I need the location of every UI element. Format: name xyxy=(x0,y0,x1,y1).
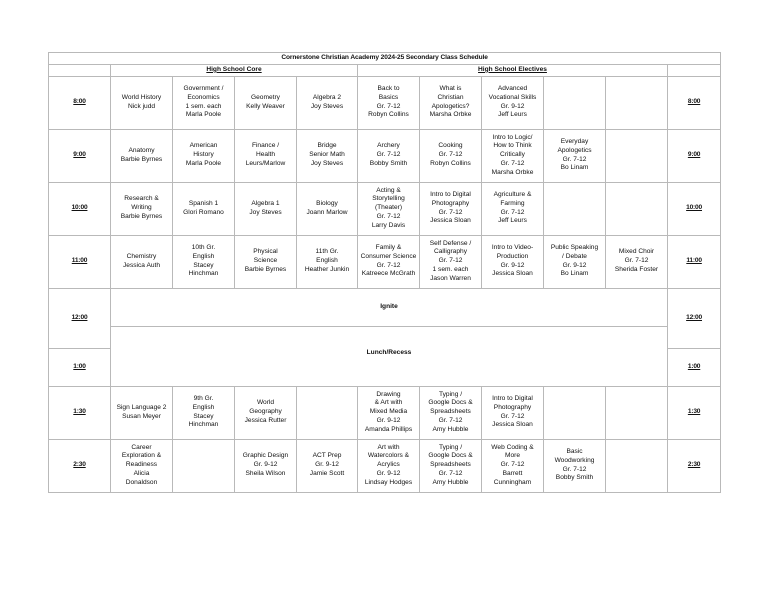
title-row xyxy=(49,53,721,65)
schedule-row xyxy=(49,182,721,235)
class-cell: Typing / Google Docs & Spreadsheets Gr. 7-12 Amy Hubble xyxy=(420,386,482,439)
class-cell: Intro to Video- Production Gr. 9-12 Jessica Sloan xyxy=(482,235,544,288)
class-cell: Basic Woodworking Gr. 7-12 Bobby Smith xyxy=(544,439,606,492)
class-cell: Acting & Storytelling (Theater) Gr. 7-12 Larry Davis xyxy=(358,182,420,235)
time-label-left: 11:00 xyxy=(49,235,111,288)
class-cell: What is Christian Apologetics? Marsha Orbke xyxy=(420,76,482,129)
time-label-right: 1:00 xyxy=(668,348,721,386)
section-header-row xyxy=(49,64,721,76)
schedule-row xyxy=(49,386,721,439)
class-cell: Intro to Digital Photography Gr. 7-12 Jessica Sloan xyxy=(482,386,544,439)
schedule-row xyxy=(49,439,721,492)
class-cell-empty xyxy=(173,439,235,492)
class-cell: Cooking Gr. 7-12 Robyn Collins xyxy=(420,129,482,182)
class-cell: 9th Gr. English Stacey Hinchman xyxy=(173,386,235,439)
class-cell: Drawing & Art with Mixed Media Gr. 9-12 Amanda Phillips xyxy=(358,386,420,439)
class-cell: Finance / Health Leurs/Marlow xyxy=(235,129,297,182)
class-cell: 10th Gr. English Stacey Hinchman xyxy=(173,235,235,288)
time-label-right: 11:00 xyxy=(668,235,721,288)
class-cell-empty xyxy=(544,386,606,439)
class-cell: World Geography Jessica Rutter xyxy=(235,386,297,439)
page-title: Cornerstone Christian Academy 2024-25 Secondary Class Schedule xyxy=(49,53,721,65)
class-cell: Government / Economics 1 sem. each Marla Poole xyxy=(173,76,235,129)
class-cell: Public Speaking / Debate Gr. 9-12 Bo Linam xyxy=(544,235,606,288)
time-label-left: 12:00 xyxy=(49,288,111,348)
class-cell-empty xyxy=(544,182,606,235)
schedule-row xyxy=(49,235,721,288)
time-label-left: 8:00 xyxy=(49,76,111,129)
class-cell-empty xyxy=(606,386,668,439)
schedule-sheet xyxy=(48,52,720,493)
time-label-left: 1:00 xyxy=(49,348,111,386)
section-header-time-right-blank xyxy=(668,64,721,76)
class-cell-empty xyxy=(297,386,358,439)
time-label-left: 10:00 xyxy=(49,182,111,235)
class-cell: World History Nick judd xyxy=(111,76,173,129)
time-label-left: 9:00 xyxy=(49,129,111,182)
class-cell: Typing / Google Docs & Spreadsheets Gr. 7-12 Amy Hubble xyxy=(420,439,482,492)
class-cell: Intro to Logic/ How to Think Critically Gr. 7-12 Marsha Orbke xyxy=(482,129,544,182)
class-cell: Anatomy Barbie Byrnes xyxy=(111,129,173,182)
class-cell: Back to Basics Gr. 7-12 Robyn Collins xyxy=(358,76,420,129)
class-cell: Research & Writing Barbie Byrnes xyxy=(111,182,173,235)
class-cell: Physical Science Barbie Byrnes xyxy=(235,235,297,288)
class-cell: 11th Gr. English Heather Junkin xyxy=(297,235,358,288)
class-cell: Self Defense / Calligraphy Gr. 7-12 1 sem. each Jason Warren xyxy=(420,235,482,288)
class-cell: Art with Watercolors & Acrylics Gr. 9-12 Lindsay Hodges xyxy=(358,439,420,492)
class-cell-empty xyxy=(606,129,668,182)
time-label-right: 2:30 xyxy=(668,439,721,492)
class-cell: Spanish 1 Glori Romano xyxy=(173,182,235,235)
class-cell: Bridge Senior Math Joy Steves xyxy=(297,129,358,182)
class-cell: American History Marla Poole xyxy=(173,129,235,182)
class-cell-empty xyxy=(606,76,668,129)
class-cell: Mixed Choir Gr. 7-12 Sherida Foster xyxy=(606,235,668,288)
lunch-recess-block: Lunch/Recess xyxy=(111,348,668,386)
class-cell-empty xyxy=(606,182,668,235)
class-cell: Advanced Vocational Skills Gr. 9-12 Jeff Leurs xyxy=(482,76,544,129)
class-cell: Agriculture & Farming Gr. 7-12 Jeff Leurs xyxy=(482,182,544,235)
class-cell: Archery Gr. 7-12 Bobby Smith xyxy=(358,129,420,182)
section-header-electives: High School Electives xyxy=(358,64,668,76)
class-cell: Graphic Design Gr. 9-12 Sheila Wilson xyxy=(235,439,297,492)
schedule-row xyxy=(49,129,721,182)
class-cell: Web Coding & More Gr. 7-12 Barrett Cunningham xyxy=(482,439,544,492)
time-label-right: 10:00 xyxy=(668,182,721,235)
class-cell: Biology Joann Marlow xyxy=(297,182,358,235)
time-label-left: 2:30 xyxy=(49,439,111,492)
class-schedule-table xyxy=(48,52,721,493)
time-label-left: 1:30 xyxy=(49,386,111,439)
schedule-row-ignite xyxy=(49,288,721,326)
section-header-core: High School Core xyxy=(111,64,358,76)
class-cell: Career Exploration & Readiness Alicia Donaldson xyxy=(111,439,173,492)
class-cell-empty xyxy=(544,76,606,129)
class-cell: Everyday Apologetics Gr. 7-12 Bo Linam xyxy=(544,129,606,182)
lunch-block-upper xyxy=(111,326,668,348)
schedule-row-ignite-spacer xyxy=(49,326,721,348)
class-cell: ACT Prep Gr. 9-12 Jamie Scott xyxy=(297,439,358,492)
class-cell: Sign Language 2 Susan Meyer xyxy=(111,386,173,439)
class-cell: Family & Consumer Science Gr. 7-12 Katreece McGrath xyxy=(358,235,420,288)
class-cell: Algebra 1 Joy Steves xyxy=(235,182,297,235)
class-cell: Intro to Digital Photography Gr. 7-12 Jessica Sloan xyxy=(420,182,482,235)
class-cell: Algebra 2 Joy Steves xyxy=(297,76,358,129)
class-cell-empty xyxy=(606,439,668,492)
time-label-right: 1:30 xyxy=(668,386,721,439)
schedule-row-lunch xyxy=(49,348,721,386)
section-header-time-left-blank xyxy=(49,64,111,76)
time-label-right: 8:00 xyxy=(668,76,721,129)
time-label-right: 12:00 xyxy=(668,288,721,348)
class-cell: Chemistry Jessica Auth xyxy=(111,235,173,288)
time-label-right: 9:00 xyxy=(668,129,721,182)
schedule-row xyxy=(49,76,721,129)
ignite-block: Ignite xyxy=(111,288,668,326)
class-cell: Geometry Kelly Weaver xyxy=(235,76,297,129)
